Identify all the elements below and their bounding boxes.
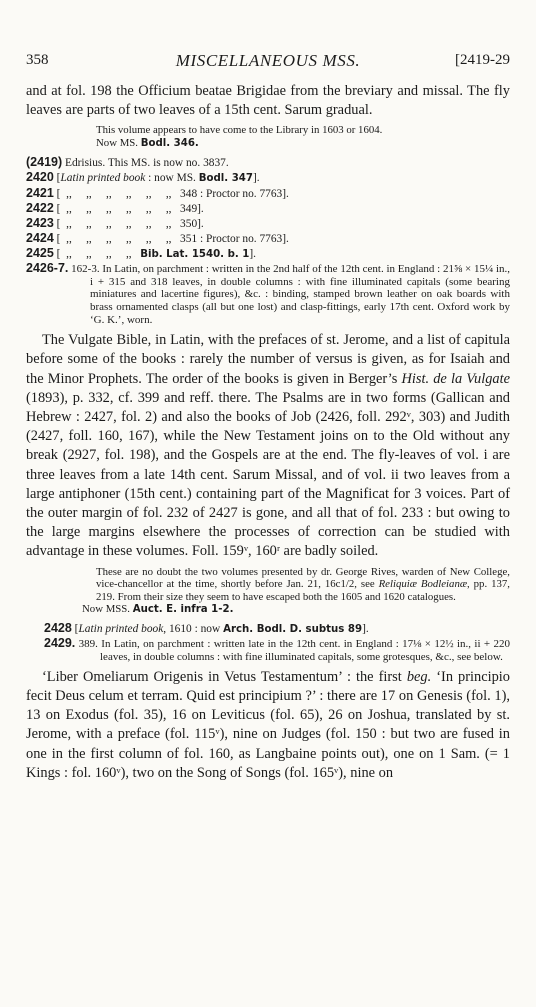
entry-2429: 2429. 389. In Latin, on parchment : written late in the 12th cent. in England : 17⅛ × 12½ in., ii + 220 leaves, in double columns : with fine illuminated capitals, some grotesques, &c., see below.	[44, 635, 510, 663]
entry-2422: 2422 [ ,, ,, ,, ,, ,, ,, 349].	[26, 200, 204, 215]
entry-2424: 2424 [ ,, ,, ,, ,, ,, ,, 351 : Proctor no. 7763].	[26, 230, 289, 245]
note-2419-shelfmark: Now MS. Bodl. 346.	[96, 137, 199, 149]
note-2427-shelfmark: Now MSS. Auct. E. infra 1-2.	[82, 603, 234, 616]
page-number: 358	[26, 52, 49, 68]
origen-paragraph: ‘Liber Omeliarum Origenis in Vetus Testamentum’ : the first beg. ‘In principio fecit Deus celum et terram. Quid est principium ?’ : there are 17 on Genesis (fol. 1), 13 on Exodus (fol. 35), 16 on Leviticus (fol. 65), 26 on Joshua, translated by st. Jerome, with a preface (fol. 115ᵛ), nine on Judges (fol. 150 : but two are fused in one in the first column of fol. 160, as Langbaine points out), one on 1 Sam. (= 1 Kings : fol. 160ᵛ), two on the Song of Songs (fol. 165ᵛ), nine on	[26, 668, 511, 781]
note-2427-provenance: These are no doubt the two volumes presented by dr. George Rives, warden of New College, vice-chancellor at the time, shortly before Jan. 21, 16c1/2, see Reliquiæ Bodleianæ, pp. 137, 219. From their size they seem to have escaped both the 1605 and 1620 catalogues.	[96, 565, 510, 603]
note-2419-acquisition: This volume appears to have come to the Library in 1603 or 1604.	[96, 124, 383, 137]
opening-paragraph: and at fol. 198 the Officium beatae Brigidae from the breviary and missal. The fly leaves are parts of two leaves of a 15th cent. Sarum gradual.	[26, 83, 510, 119]
entry-2425: 2425 [ ,, ,, ,, ,, Bib. Lat. 1540. b. 1].	[26, 245, 257, 260]
entry-2428: 2428 [Latin printed book, 1610 : now Arch. Bodl. D. subtus 89].	[44, 620, 369, 635]
entry-2426-7: 2426-7. 162-3. In Latin, on parchment : written in the 2nd half of the 12th cent. in England : 21⅝ × 15¼ in., i + 315 and 318 leaves, in double columns : with fine illuminated capitals (some bearing miniatures and lacertine figures), &c. : binding, stamped brown leather on oak boards with brass ornamented clasps (all but one lost) and clasp-fittings, early 17th cent. Oxford work by ‘G. K.’, worn.	[26, 260, 510, 327]
running-title: MISCELLANEOUS MSS.	[175, 51, 361, 70]
entry-2421: 2421 [ ,, ,, ,, ,, ,, ,, 348 : Proctor no. 7763].	[26, 185, 289, 200]
page-body	[26, 82, 510, 783]
running-header	[26, 52, 510, 74]
entry-2423: 2423 [ ,, ,, ,, ,, ,, ,, 350].	[26, 215, 204, 230]
entry-range: [2419-29	[455, 52, 510, 68]
entry-2420: 2420 [Latin printed book : now MS. Bodl. 347].	[26, 169, 260, 184]
vulgate-paragraph: The Vulgate Bible, in Latin, with the prefaces of st. Jerome, and a list of capitula before some of the books : rarely the number of versus is given, as for Isaiah and the Minor Prophets. The order of the books is given in Berger’s Hist. de la Vulgate (1893), p. 332, cf. 399 and reff. there. The Psalms are in two forms (Gallican and Hebrew : 2427, fol. 2) and also the books of Job (2426, foll. 292ᵛ, 303) and Judith (2427, foll. 160, 167), while the New Testament joins on to the Old without any break (2927, fol. 198), and the Gospels are at the end. The fly-leaves of vol. i are three leaves from a late 14th cent. Sarum Missal, and of vol. ii two leaves from a large antiphoner (15th cent.) containing part of the Magnificat for 3 voices. Part of the outer margin of fol. 232 of 2427 is gone, and all that of fol. 233 : but owing to the large margins elsewhere the processes of correction can be studied with advantage in these volumes. Foll. 159ᵛ, 160ʳ are badly soiled.	[26, 332, 510, 560]
entry-2419: (2419) Edrisius. This MS. is now no. 3837.	[26, 154, 229, 169]
